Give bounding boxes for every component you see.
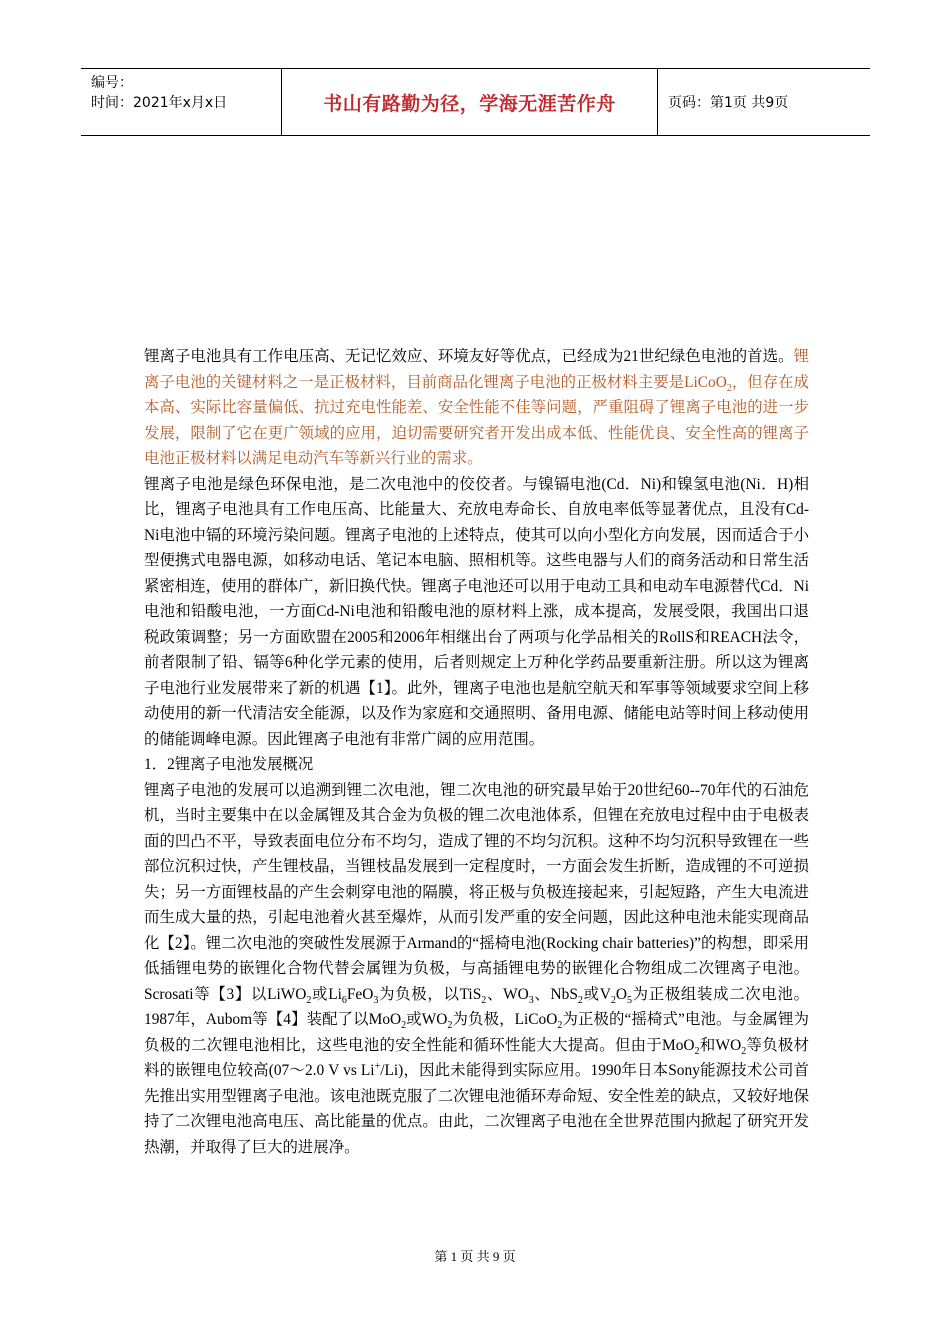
subscript: 3	[373, 994, 379, 1006]
subscript: 2	[577, 994, 583, 1006]
subscript: 2	[694, 1045, 700, 1057]
motto: 书山有路勤为径，学海无涯苦作舟	[282, 69, 658, 135]
text-run: 锂离子电池的发展可以追溯到锂二次电池，锂二次电池的研究最早始于20世纪60--70年代的石油危机，当时主要集中在以金属锂及其合金为负极的锂二次电池体系，但锂在充放电过程中由于电极表面的凹凸不平，导致表面电位分布不均匀，造成了锂的不均匀沉积。这种不均匀沉积导致锂在一些部位沉积过快，产生锂枝晶，当锂枝晶发展到一定程度时，一方面会发生折断，造成锂的不可逆损失；另一方面锂枝晶的产生会刺穿电池的隔膜，将正极与负极连接起来，引起短路，产生大电流进而生成大量的热，引起电池着火甚至爆炸，从而引发严重的安全问题，因此这种电池未能实现商品化【2】。锂二次电池的突破性发展源于Armand的“摇椅电池(Rocking chair batteries)”的构想，即采用低插锂电势的嵌锂化合物代替会属锂为负极，与高插锂电势的嵌锂化合物组成二次锂离子电池。Scrosati等【3】以LiWO	[144, 781, 809, 1003]
subscript: 2	[726, 382, 732, 394]
paragraph-2: 锂离子电池是绿色环保电池，是二次电池中的佼佼者。与镍镉电池(Cd．Ni)和镍氢电池(Ni．H)相比，锂离子电池具有工作电压高、比能量大、充放电寿命长、自放电率低等显著优点，且没有Cd-Ni电池中镉的环境污染问题。锂离子电池的上述特点，使其可以向小型化方向发展，因而适合于小型便携式电器电源，如移动电话、笔记本电脑、照相机等。这些电器与人们的商务活动和日常生活紧密相连，使用的群体广，新旧换代快。锂离子电池还可以用于电动工具和电动车电源替代Cd．Ni电池和铅酸电池，一方面Cd-Ni电池和铅酸电池的原材料上涨，成本提高，发展受限，我国出口退税政策调整；另一方面欧盟在2005和2006年相继出台了两项与化学品相关的RollS和REACH法令，前者限制了铅、镉等6种化学元素的使用，后者则规定上万种化学药品要重新注册。所以这为锂离子电池行业发展带来了新的机遇【1】。此外，锂离子电池也是航空航天和军事等领域要求空间上移动使用的新一代清洁安全能源，以及作为家庭和交通照明、备用电源、储能电站等时间上移动使用的储能调峰电源。因此锂离子电池有非常广阔的应用范围。	[144, 475, 809, 748]
text-run: 为正极的“摇椅式”电池。与金属锂为负极的二次锂电池相比，这些电池的安全性能和循环性能大大提高。但由于MoO	[144, 1011, 809, 1054]
text-run: FeO	[346, 985, 374, 1003]
highlight-part-2: ，但存在成本高、实际比容量偏低、抗过充电性能差、安全性能不佳等问题，严重阻碍了锂离子电池的进一步发展，限制了它在更广领域的应用，迫切需要研究者开发出成本低、性能优良、安全性高的锂离子电池正极材料以满足电动汽车等新兴行业的需求。	[144, 373, 809, 467]
subscript: 2	[306, 994, 312, 1006]
highlighted-text	[144, 348, 809, 467]
number-label: 编号：	[91, 75, 133, 91]
subscript: 6	[341, 994, 347, 1006]
page-footer: 第 1 页 共 9 页	[434, 1249, 516, 1264]
subscript: 2	[481, 994, 487, 1006]
header-left-cell	[81, 69, 282, 135]
text-run: 和WO	[699, 1036, 742, 1054]
text-run: 为负极，以TiS	[378, 985, 482, 1003]
text-run: 、WO	[486, 985, 529, 1003]
text-run: 等负极材料的嵌锂电位较高(07～2.0 V vs Li	[144, 1036, 809, 1079]
header-table	[81, 68, 870, 136]
section-heading: 1．2锂离子电池发展概况	[144, 756, 314, 773]
text-run: /Li)，因此未能得到实际应用。1990年日本Sony能源技术公司首先推出实用型锂离子电池。该电池既克服了二次锂电池循环寿命短、安全性差的缺点，又较好地保持了二次锂电池高电压、高比能量的优点。由此，二次锂离子电池在全世界范围内掀起了研究开发热潮，并取得了巨大的进展净。	[144, 1062, 809, 1156]
time-label: 时间：2021年x月x日	[91, 95, 228, 111]
text-run: O	[615, 985, 627, 1003]
paragraph-1	[144, 344, 809, 472]
body-text	[144, 344, 809, 1160]
text-run: 为正极组装成二次电池。1987年，Aubom等【4】装配了以MoO	[144, 985, 809, 1028]
subscript: 2	[610, 994, 616, 1006]
subscript: 2	[447, 1020, 453, 1032]
text-run: 、NbS	[533, 985, 578, 1003]
subscript: 2	[741, 1045, 747, 1057]
highlight-part-1: 锂离子电池的关键材料之一是正极材料，目前商品化锂离子电池的正极材料主要是LiCoO	[144, 348, 809, 391]
superscript: +	[374, 1060, 381, 1072]
text-run: 为负极，LiCoO	[452, 1011, 558, 1028]
text-run: 或Li	[311, 985, 342, 1003]
subscript: 5	[626, 994, 632, 1006]
subscript: 2	[401, 1020, 407, 1032]
paragraph-3	[144, 778, 809, 1161]
text-run: 或V	[582, 985, 611, 1003]
paragraph-1-intro: 锂离子电池具有工作电压高、无记忆效应、环境友好等优点，已经成为21世纪绿色电池的首选。	[144, 348, 794, 365]
subscript: 3	[528, 994, 534, 1006]
text-run: 或WO	[406, 1011, 448, 1028]
subscript: 2	[557, 1020, 563, 1032]
page-info: 页码：第1页 共9页	[668, 95, 789, 111]
